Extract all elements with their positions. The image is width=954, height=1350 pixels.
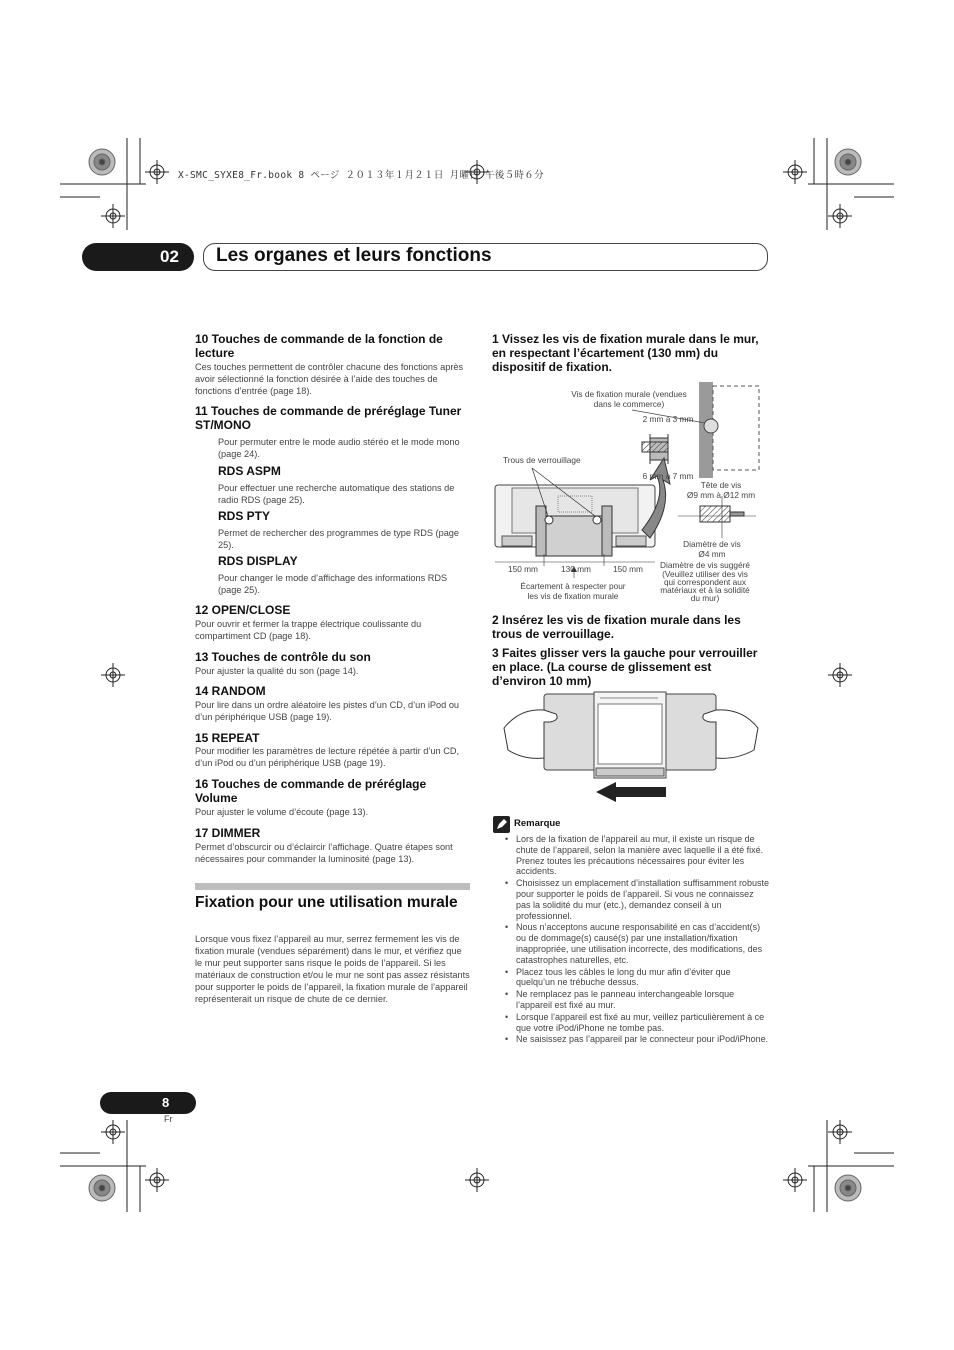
heading-10: 10 Touches de commande de la fonction de lecture: [195, 332, 443, 360]
label-suggested-4: matériaux et à la solidité: [660, 585, 750, 595]
label-spacing-2: les vis de fixation murale: [527, 591, 619, 601]
unit-back-view: [495, 468, 655, 556]
label-screw-head-2: Ø9 mm à Ø12 mm: [686, 490, 756, 500]
page-badge: [100, 1092, 196, 1114]
label-screw-head-1: Tête de vis: [700, 480, 742, 490]
chapter-number: 02: [160, 247, 179, 266]
text-14: Pour lire dans un ordre aléatoire les pistes d’un CD, d’un iPod ou d’un périphérique USB (page 19).: [195, 700, 460, 722]
note-item: • Lorsque l’appareil est fixé au mur, veillez particulièrement à ce que votre iPod/iPhone ne tombe pas.: [505, 1012, 769, 1034]
note-item: • Nous n’acceptons aucune responsabilité en cas d’accident(s) ou de dommage(s) causé(s) par une installation/fixation inappropriée, une utilisation incorrecte, des modifications, des catastrophes naturelles, etc.: [505, 922, 769, 965]
screw-side-view: [704, 419, 718, 433]
label-suggested-3: qui correspondent aux: [663, 577, 747, 587]
page-language: Fr: [164, 1114, 173, 1124]
note-item: • Ne saisissez pas l’appareil par le connecteur pour iPod/iPhone.: [505, 1034, 769, 1045]
page-number: 8: [162, 1095, 170, 1110]
step-1: 1 Vissez les vis de fixation murale dans le mur, en respectant l’écartement (130 mm) du dispositif de fixation.: [492, 332, 759, 374]
step-2: 2 Insérez les vis de fixation murale dans les trous de verrouillage.: [492, 613, 741, 641]
heading-rds-display: RDS DISPLAY: [218, 554, 298, 568]
chapter-title: Les organes et leurs fonctions: [216, 245, 492, 266]
label-suggested-1: Diamètre de vis suggéré: [660, 560, 750, 570]
note-title: Remarque: [514, 818, 561, 829]
label-suggested-2: (Veuillez utiliser des vis: [662, 569, 748, 579]
label-suggested-5: du mur): [690, 593, 720, 603]
label-gap-bottom: 6 mm à 7 mm: [642, 471, 694, 481]
text-12: Pour ouvrir et fermer la trappe électrique coulissante du compartiment CD (page 18).: [195, 619, 422, 641]
heading-13: 13 Touches de contrôle du son: [195, 650, 371, 664]
text-rds-aspm: Pour effectuer une recherche automatique des stations de radio RDS (page 25).: [218, 483, 455, 505]
note-list: [505, 834, 769, 1046]
label-spacing-1: Écartement à respecter pour: [520, 581, 626, 591]
heading-15: 15 REPEAT: [195, 731, 260, 745]
heading-rds-aspm: RDS ASPM: [218, 464, 281, 478]
text-11: Pour permuter entre le mode audio stéréo et le mode mono (page 24).: [218, 437, 460, 459]
heading-11: 11 Touches de commande de préréglage Tuner ST/MONO: [195, 404, 462, 432]
screw-detail-side: [678, 496, 756, 538]
label-lock-holes: Trous de verrouillage: [503, 455, 581, 465]
text-13: Pour ajuster la qualité du son (page 14).: [195, 666, 359, 676]
label-gap-top: 2 mm à 3 mm: [642, 414, 694, 424]
section-title: Fixation pour une utilisation murale: [195, 894, 458, 911]
section-divider: [195, 883, 470, 890]
label-dim-150-right: 150 mm: [613, 564, 643, 574]
slide-unit-diagram: [500, 688, 762, 806]
note-item: • Choisissez un emplacement d’installation suffisamment robuste pour supporter le poids de l’appareil. Si vous ne connaissez pas la solidité du mur (etc.), demandez conseil à un professionnel.: [505, 878, 769, 921]
heading-17: 17 DIMMER: [195, 826, 261, 840]
step-3: 3 Faites glisser vers la gauche pour verrouiller en place. (La course de glissement est d’environ 10 mm): [492, 646, 758, 688]
heading-16: 16 Touches de commande de préréglage Volume: [195, 777, 427, 805]
text-rds-display: Pour changer le mode d’affichage des informations RDS (page 25).: [218, 573, 448, 595]
label-screw-diam-1: Diamètre de vis: [683, 539, 741, 549]
unit-side-outline: [713, 386, 759, 470]
heading-rds-pty: RDS PTY: [218, 509, 271, 523]
text-rds-pty: Permet de rechercher des programmes de type RDS (page 25).: [218, 528, 460, 550]
slide-left-arrow: [596, 782, 666, 802]
print-header: X-SMC_SYXE8_Fr.book 8 ページ ２０１３年１月２１日 月曜日 午後５時６分: [178, 170, 544, 181]
label-wall-screws-1: Vis de fixation murale (vendues: [571, 389, 687, 399]
label-dim-130: 130 mm: [561, 564, 591, 574]
heading-12: 12 OPEN/CLOSE: [195, 603, 291, 617]
text-17: Permet d’obscurcir ou d’éclaircir l’affichage. Quatre étapes sont nécessaires pour commander la luminosité (page 13).: [195, 842, 453, 864]
text-10: Ces touches permettent de contrôler chacune des fonctions après avoir sélectionné la fonction désirée à l’aide des touches de fonctions d’entrée (page 18).: [195, 362, 464, 396]
text-16: Pour ajuster le volume d’écoute (page 13).: [195, 807, 369, 817]
note-item: • Ne remplacez pas le panneau interchangeable lorsque l’appareil est fixé au mur.: [505, 989, 769, 1011]
label-wall-screws-2: dans le commerce): [593, 399, 665, 409]
wall-mount-diagram: [492, 380, 768, 608]
text-15: Pour modifier les paramètres de lecture répétée à partir d’un CD, d’un iPod ou d’un périphérique USB (page 19).: [195, 746, 460, 768]
note-icon: [493, 816, 510, 833]
note-item: • Placez tous les câbles le long du mur afin d’éviter que quelqu’un ne trébuche dessus.: [505, 967, 769, 989]
section-text: Lorsque vous fixez l’appareil au mur, serrez fermement les vis de fixation murale (vendues séparément) dans le mur, et vérifiez que le mur peut supporter sans risque le poids de l’appareil. Si les matériaux de construction et/ou le mur ne sont pas assez résistants pour supporter le poids de l’appareil, la fixation murale de l’appareil représenterait un risque de chute de ce dernier.: [195, 934, 470, 1004]
label-screw-diam-2: Ø4 mm: [698, 549, 726, 559]
label-dim-150-left: 150 mm: [508, 564, 538, 574]
heading-14: 14 RANDOM: [195, 684, 266, 698]
note-item: • Lors de la fixation de l’appareil au mur, il existe un risque de chute de l’appareil, selon la manière avec laquelle il a été fixé. Prenez toutes les précautions nécessaires pour éviter les accidents.: [505, 834, 769, 877]
